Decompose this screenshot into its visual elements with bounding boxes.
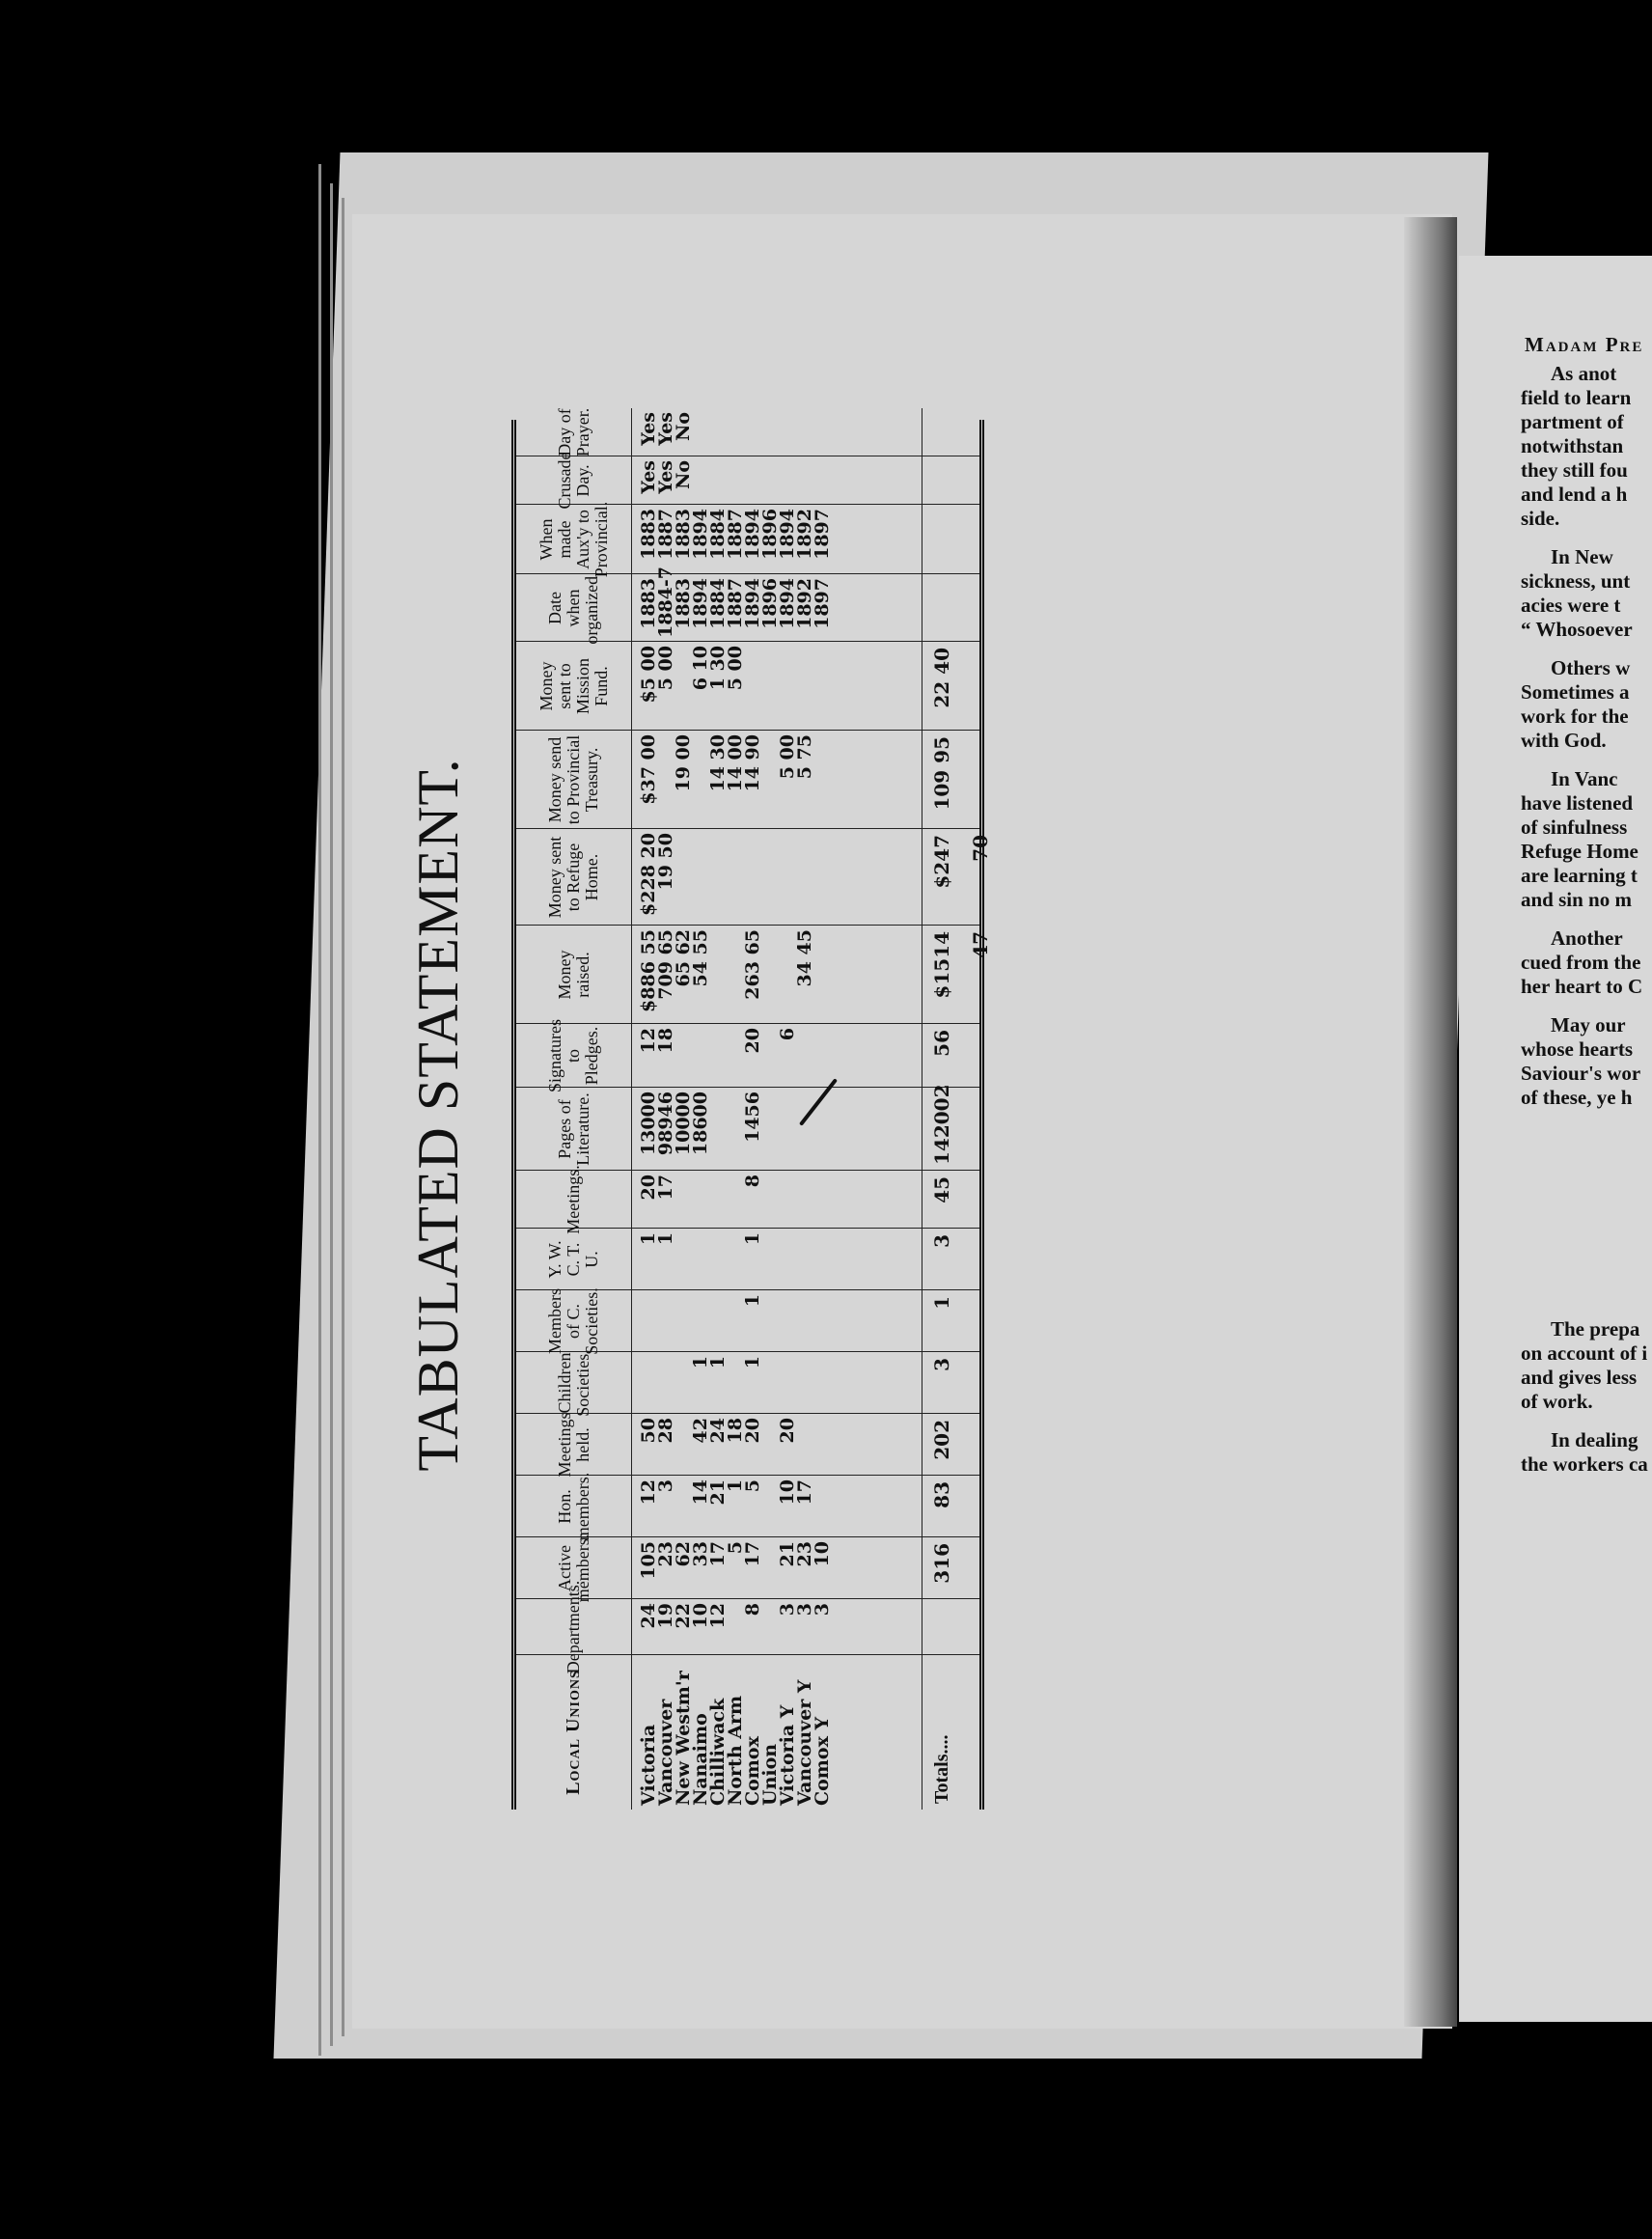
table-cell: 42 [690, 1418, 711, 1444]
table-cell [779, 642, 796, 731]
table-cell: 17 [707, 1541, 729, 1567]
table-cell [779, 1171, 796, 1229]
totals-cell [922, 456, 960, 505]
column-signatures [516, 1019, 979, 1092]
table-cell: $37 00 [638, 734, 659, 805]
right-page-line: In dealing [1551, 1428, 1638, 1451]
table-cell: 24 [638, 1603, 659, 1629]
table-cell: 1 [742, 1294, 763, 1308]
table-cell: 24 [707, 1418, 729, 1444]
table-cell [692, 1024, 709, 1088]
table-cell [709, 926, 727, 1024]
table-cell: Comox Y [812, 1716, 833, 1806]
table-cell: 1897 [812, 578, 833, 629]
column-mission [516, 641, 979, 731]
table-cell [813, 1290, 831, 1352]
table-cell: 1883 [673, 578, 694, 629]
table-cell: 13000 [638, 1092, 659, 1156]
table-cell: 17 [655, 1175, 676, 1201]
table-cell [796, 456, 813, 505]
right-page-line: notwithstan [1521, 434, 1624, 457]
table-cell: 10000 [673, 1092, 694, 1156]
table-cell: 22 [673, 1603, 694, 1629]
table-cell [761, 1229, 779, 1290]
column-crusade [516, 452, 979, 510]
column-children [516, 1349, 979, 1417]
column-header: Money send to Provincial Treasury. [516, 731, 632, 829]
column-treasury [516, 730, 979, 829]
table-cell [657, 1290, 675, 1352]
tabulated-statement-table [511, 407, 992, 1810]
right-page-line: May our [1551, 1013, 1626, 1037]
table-cell: 1896 [759, 578, 781, 629]
table-cell: 14 30 [707, 734, 729, 792]
table-cell: Victoria [638, 1724, 659, 1806]
table-cell: 1892 [794, 578, 815, 629]
table-cell [779, 1088, 796, 1171]
table-cell: 33 [690, 1541, 711, 1567]
right-page-line: on account of i [1521, 1341, 1648, 1365]
column-union [516, 1654, 979, 1810]
column-hon [516, 1472, 979, 1541]
right-page-line: Refuge Home [1521, 840, 1638, 863]
table-cell: 54 55 [690, 929, 711, 987]
table-cell [779, 1229, 796, 1290]
totals-cell: 1 [922, 1290, 960, 1352]
column-header: Signatures to Pledges. [516, 1024, 632, 1088]
table-cell [796, 1352, 813, 1414]
right-page-line: and sin no m [1521, 888, 1632, 911]
table-cell: 1894 [777, 509, 798, 560]
right-page-line: have listened [1521, 791, 1634, 815]
table-cell [709, 1171, 727, 1229]
table-cell: 1892 [794, 509, 815, 560]
table-cell: 3 [794, 1603, 815, 1617]
table-cell [640, 1290, 657, 1352]
table-cell [675, 829, 692, 926]
right-page-line: The prepa [1551, 1317, 1640, 1341]
table-cell [692, 1290, 709, 1352]
table-cell: 1456 [742, 1092, 763, 1143]
table-cell: 50 [638, 1418, 659, 1444]
right-page-line: cued from the [1521, 951, 1641, 974]
table-cell [813, 1229, 831, 1290]
column-members_c [516, 1287, 979, 1355]
table-cell: 5 [742, 1479, 763, 1493]
column-header: Local Unions [516, 1655, 632, 1810]
table-cell [796, 642, 813, 731]
table-cell: 8 [742, 1175, 763, 1188]
right-page-line: acies were t [1521, 594, 1621, 617]
table-cell [796, 1088, 813, 1171]
table-cell [796, 1024, 813, 1088]
table-cell: 1 [725, 1479, 746, 1493]
table-cell: 1884 [707, 509, 729, 560]
table-cell: 8 [742, 1603, 763, 1617]
table-cell: Comox [742, 1736, 763, 1806]
table-cell [727, 829, 744, 926]
table-cell: 1883 [638, 578, 659, 629]
table-cell [813, 829, 831, 926]
table-cell [779, 1352, 796, 1414]
table-cell [709, 829, 727, 926]
table-cell [796, 408, 813, 456]
column-header: Money sent to Refuge Home. [516, 829, 632, 926]
table-cell [727, 456, 744, 505]
table-cell: North Arm [725, 1695, 746, 1806]
table-cell [692, 408, 709, 456]
table-cell: Victoria Y [777, 1704, 798, 1806]
column-pages [516, 1084, 979, 1171]
table-cell: 1894 [777, 578, 798, 629]
table-cell [813, 408, 831, 456]
table-cell: 5 00 [725, 646, 746, 691]
right-page-line: and gives less [1521, 1366, 1638, 1389]
table-cell: 1 [638, 1232, 659, 1246]
table-cell: Yes [655, 460, 676, 494]
table-cell [727, 408, 744, 456]
table-cell [813, 1352, 831, 1414]
table-cell: 12 [638, 1479, 659, 1506]
column-header: Crusade Day. [516, 456, 632, 505]
table-cell [761, 1352, 779, 1414]
column-header: Members of C. Societies. [516, 1290, 632, 1352]
table-cell: 20 [777, 1418, 798, 1444]
column-aux [516, 501, 979, 578]
column-active [516, 1534, 979, 1603]
table-cell [813, 1171, 831, 1229]
table-cell [709, 1024, 727, 1088]
right-page-line: Sometimes a [1521, 680, 1630, 704]
table-cell: 1 30 [707, 646, 729, 691]
table-cell [692, 1171, 709, 1229]
table-cell: 18 [655, 1028, 676, 1054]
table-cell: Chilliwack [707, 1698, 729, 1806]
right-page-line: of work. [1521, 1390, 1593, 1413]
totals-cell: 45 [922, 1171, 960, 1229]
table-cell: 20 [742, 1028, 763, 1054]
table-cell: 21 [707, 1479, 729, 1506]
table-cell [779, 456, 796, 505]
table-cell [761, 1171, 779, 1229]
table-cell [813, 642, 831, 731]
column-departments [516, 1580, 979, 1674]
table-cell: 14 00 [725, 734, 746, 792]
table-cell: No [673, 460, 694, 490]
table-cell: 17 [742, 1541, 763, 1567]
table-cell [657, 1352, 675, 1414]
table-cell: 263 65 [742, 929, 763, 1000]
table-cell: New Westm'r [673, 1671, 694, 1806]
column-money_raised [516, 925, 992, 1024]
table-cell: 1883 [673, 509, 694, 560]
right-page-line: Another [1551, 926, 1623, 950]
table-cell: 20 [638, 1175, 659, 1201]
table-cell: 62 [673, 1541, 694, 1567]
page-edge-line [330, 183, 333, 2046]
table-cell: 12 [638, 1028, 659, 1054]
table-cell: 19 00 [673, 734, 694, 792]
table-cell: $228 20 [638, 833, 659, 916]
table-cell: 14 [690, 1479, 711, 1506]
table-cell: 23 [794, 1541, 815, 1567]
column-header: Money raised. [516, 926, 632, 1024]
table-cell: 10 [777, 1479, 798, 1506]
table-cell [675, 1024, 692, 1088]
totals-cell [922, 1599, 960, 1655]
totals-cell: 22 40 [922, 642, 960, 731]
table-cell: 5 [725, 1541, 746, 1555]
totals-cell [922, 408, 960, 456]
column-meetings [516, 1165, 979, 1234]
column-ywctu [516, 1228, 979, 1290]
right-page-line: field to learn [1521, 386, 1632, 409]
right-page [1459, 256, 1652, 2022]
table-cell [744, 456, 761, 505]
column-refuge [516, 828, 992, 926]
table-cell: 98946 [655, 1092, 676, 1156]
totals-cell: $1514 47 [922, 926, 960, 1024]
table-cell [675, 1171, 692, 1229]
table-cell: 1894 [690, 509, 711, 560]
book-gutter [1404, 217, 1457, 2027]
table-cell: 6 10 [690, 646, 711, 691]
right-page-line: partment of [1521, 410, 1624, 433]
table-cell: 105 [638, 1541, 659, 1580]
table-cell [779, 408, 796, 456]
column-header: Money sent to Mission Fund. [516, 642, 632, 731]
table-cell: 18600 [690, 1092, 711, 1156]
totals-cell: 56 [922, 1024, 960, 1088]
right-page-line: and lend a h [1521, 483, 1628, 506]
totals-cell: 109 95 [922, 731, 960, 829]
table-cell: $886 55 [638, 929, 659, 1012]
table-cell [761, 456, 779, 505]
table-cell [709, 1088, 727, 1171]
right-page-heading: Madam Pre [1525, 333, 1644, 356]
table-cell: 17 [794, 1479, 815, 1506]
column-header: Meetings held. [516, 1414, 632, 1476]
totals-cell: Totals.... [922, 1655, 960, 1810]
right-page-line: “ Whosoever [1521, 618, 1633, 641]
table-cell [813, 1476, 831, 1537]
table-cell [692, 1229, 709, 1290]
page-edge-line [342, 198, 344, 2036]
table-cell: 1887 [725, 509, 746, 560]
column-prayer [516, 408, 979, 456]
right-page-line: they still fou [1521, 458, 1628, 482]
table-cell [709, 408, 727, 456]
column-header: Pages of Literature. [516, 1088, 632, 1171]
table-cell: Vancouver [655, 1699, 676, 1806]
table-cell: $5 00 [638, 646, 659, 704]
totals-cell [922, 574, 960, 642]
right-page-line: with God. [1521, 729, 1607, 752]
table-cell: 12 [707, 1603, 729, 1629]
totals-cell: 316 [922, 1537, 960, 1599]
table-cell: 5 00 [655, 646, 676, 691]
right-page-line: the workers ca [1521, 1452, 1648, 1476]
right-page-line: In New [1551, 545, 1613, 568]
table-cell [692, 456, 709, 505]
table-cell: Nanaimo [690, 1713, 711, 1806]
table-cell: Yes [655, 412, 676, 446]
table-cell [813, 456, 831, 505]
table-cell [709, 1229, 727, 1290]
right-page-line: Saviour's wor [1521, 1062, 1641, 1085]
table-cell: 1887 [655, 509, 676, 560]
totals-cell: $247 70 [922, 829, 960, 926]
column-header: Day of Prayer. [516, 408, 632, 456]
totals-cell: 83 [922, 1476, 960, 1537]
table-cell [813, 1414, 831, 1476]
table-cell [761, 829, 779, 926]
table-cell: No [673, 412, 694, 442]
table-title: TABULATED STATEMENT. [406, 758, 470, 1472]
right-page-line: are learning t [1521, 864, 1638, 887]
table-cell: 1887 [725, 578, 746, 629]
column-meetings_held [516, 1413, 979, 1476]
table-cell: 3 [655, 1479, 676, 1493]
table-cell [761, 408, 779, 456]
column-header: Y. W. C. T. U. [516, 1229, 632, 1290]
totals-cell: 3 [922, 1352, 960, 1414]
right-page-line: work for the [1521, 705, 1629, 728]
table-cell [709, 456, 727, 505]
column-header: Hon. members. [516, 1476, 632, 1537]
table-cell: 19 [655, 1603, 676, 1629]
table-cell [796, 829, 813, 926]
table-cell [796, 1229, 813, 1290]
column-header: Active members. [516, 1537, 632, 1599]
right-page-line: As anot [1551, 362, 1617, 385]
table-cell [744, 408, 761, 456]
table-cell [761, 1088, 779, 1171]
table-cell: 65 62 [673, 929, 694, 987]
right-page-line: whose hearts [1521, 1037, 1634, 1061]
table-cell: 19 50 [655, 833, 676, 891]
table-cell: 1 [742, 1232, 763, 1246]
table-cell [813, 926, 831, 1024]
table-cell: 1883 [638, 509, 659, 560]
table-cell [709, 1290, 727, 1352]
table-cell: 1 [655, 1232, 676, 1246]
table-cell: 21 [777, 1541, 798, 1567]
table-cell: 3 [812, 1603, 833, 1617]
table-cell: 1896 [759, 509, 781, 560]
table-cell: 5 75 [794, 734, 815, 780]
table-cell [813, 731, 831, 829]
table-cell [796, 1414, 813, 1476]
table-cell: Union [759, 1743, 781, 1806]
table-cell: 34 45 [794, 929, 815, 987]
table-cell: Vancouver Y [794, 1679, 815, 1806]
right-page-line: of sinfulness [1521, 815, 1628, 839]
table-cell: 14 90 [742, 734, 763, 792]
table-cell [761, 1290, 779, 1352]
page-edge-line [318, 164, 321, 2056]
table-cell: 1894 [742, 509, 763, 560]
table-cell [813, 1024, 831, 1088]
rotated-table-block [405, 407, 992, 1810]
table-cell [744, 642, 761, 731]
column-header: Children Societies. [516, 1352, 632, 1414]
right-page-line: side. [1521, 507, 1560, 530]
totals-cell: 202 [922, 1414, 960, 1476]
right-page-line: sickness, unt [1521, 569, 1631, 593]
table-cell: 1884 [707, 578, 729, 629]
column-organized [516, 567, 979, 645]
table-cell: 1 [742, 1356, 763, 1369]
table-cell: 1894 [742, 578, 763, 629]
table-cell [744, 829, 761, 926]
right-page-line: In Vanc [1551, 767, 1618, 790]
table-cell: 1 [690, 1356, 711, 1369]
table-cell [675, 1229, 692, 1290]
table-cell: 10 [812, 1541, 833, 1567]
totals-cell: 3 [922, 1229, 960, 1290]
totals-cell [922, 505, 960, 574]
table-cell: 18 [725, 1418, 746, 1444]
table-cell [779, 1290, 796, 1352]
table-cell: Yes [638, 460, 659, 494]
table-cell: 23 [655, 1541, 676, 1567]
table-cell: 1884-7 [655, 567, 676, 638]
column-header: Meetings. [516, 1171, 632, 1229]
table-cell [692, 829, 709, 926]
table-cell [796, 1171, 813, 1229]
totals-cell: 142002 [922, 1088, 960, 1171]
table-cell: 709 65 [655, 929, 676, 1000]
table-cell [761, 926, 779, 1024]
table-cell: 1897 [812, 509, 833, 560]
column-header: When made Aux'y to Provincial. [516, 505, 632, 574]
table-cell: 1894 [690, 578, 711, 629]
table-cell: 6 [777, 1028, 798, 1041]
table-cell: 1 [707, 1356, 729, 1369]
table-cell: 28 [655, 1418, 676, 1444]
right-page-line: Others w [1551, 656, 1631, 679]
right-page-line: her heart to C [1521, 975, 1643, 998]
table-cell: 10 [690, 1603, 711, 1629]
table-cell [761, 642, 779, 731]
table-cell: Yes [638, 412, 659, 446]
table-cell [779, 829, 796, 926]
column-header: Date when organized. [516, 574, 632, 642]
table-cell: 5 00 [777, 734, 798, 780]
column-header: Departments. [516, 1599, 632, 1655]
table-cell [796, 1290, 813, 1352]
table-cell: 3 [777, 1603, 798, 1617]
right-page-line: of these, ye h [1521, 1086, 1633, 1109]
table-cell [640, 1352, 657, 1414]
table-cell [675, 1290, 692, 1352]
table-cell: 20 [742, 1418, 763, 1444]
